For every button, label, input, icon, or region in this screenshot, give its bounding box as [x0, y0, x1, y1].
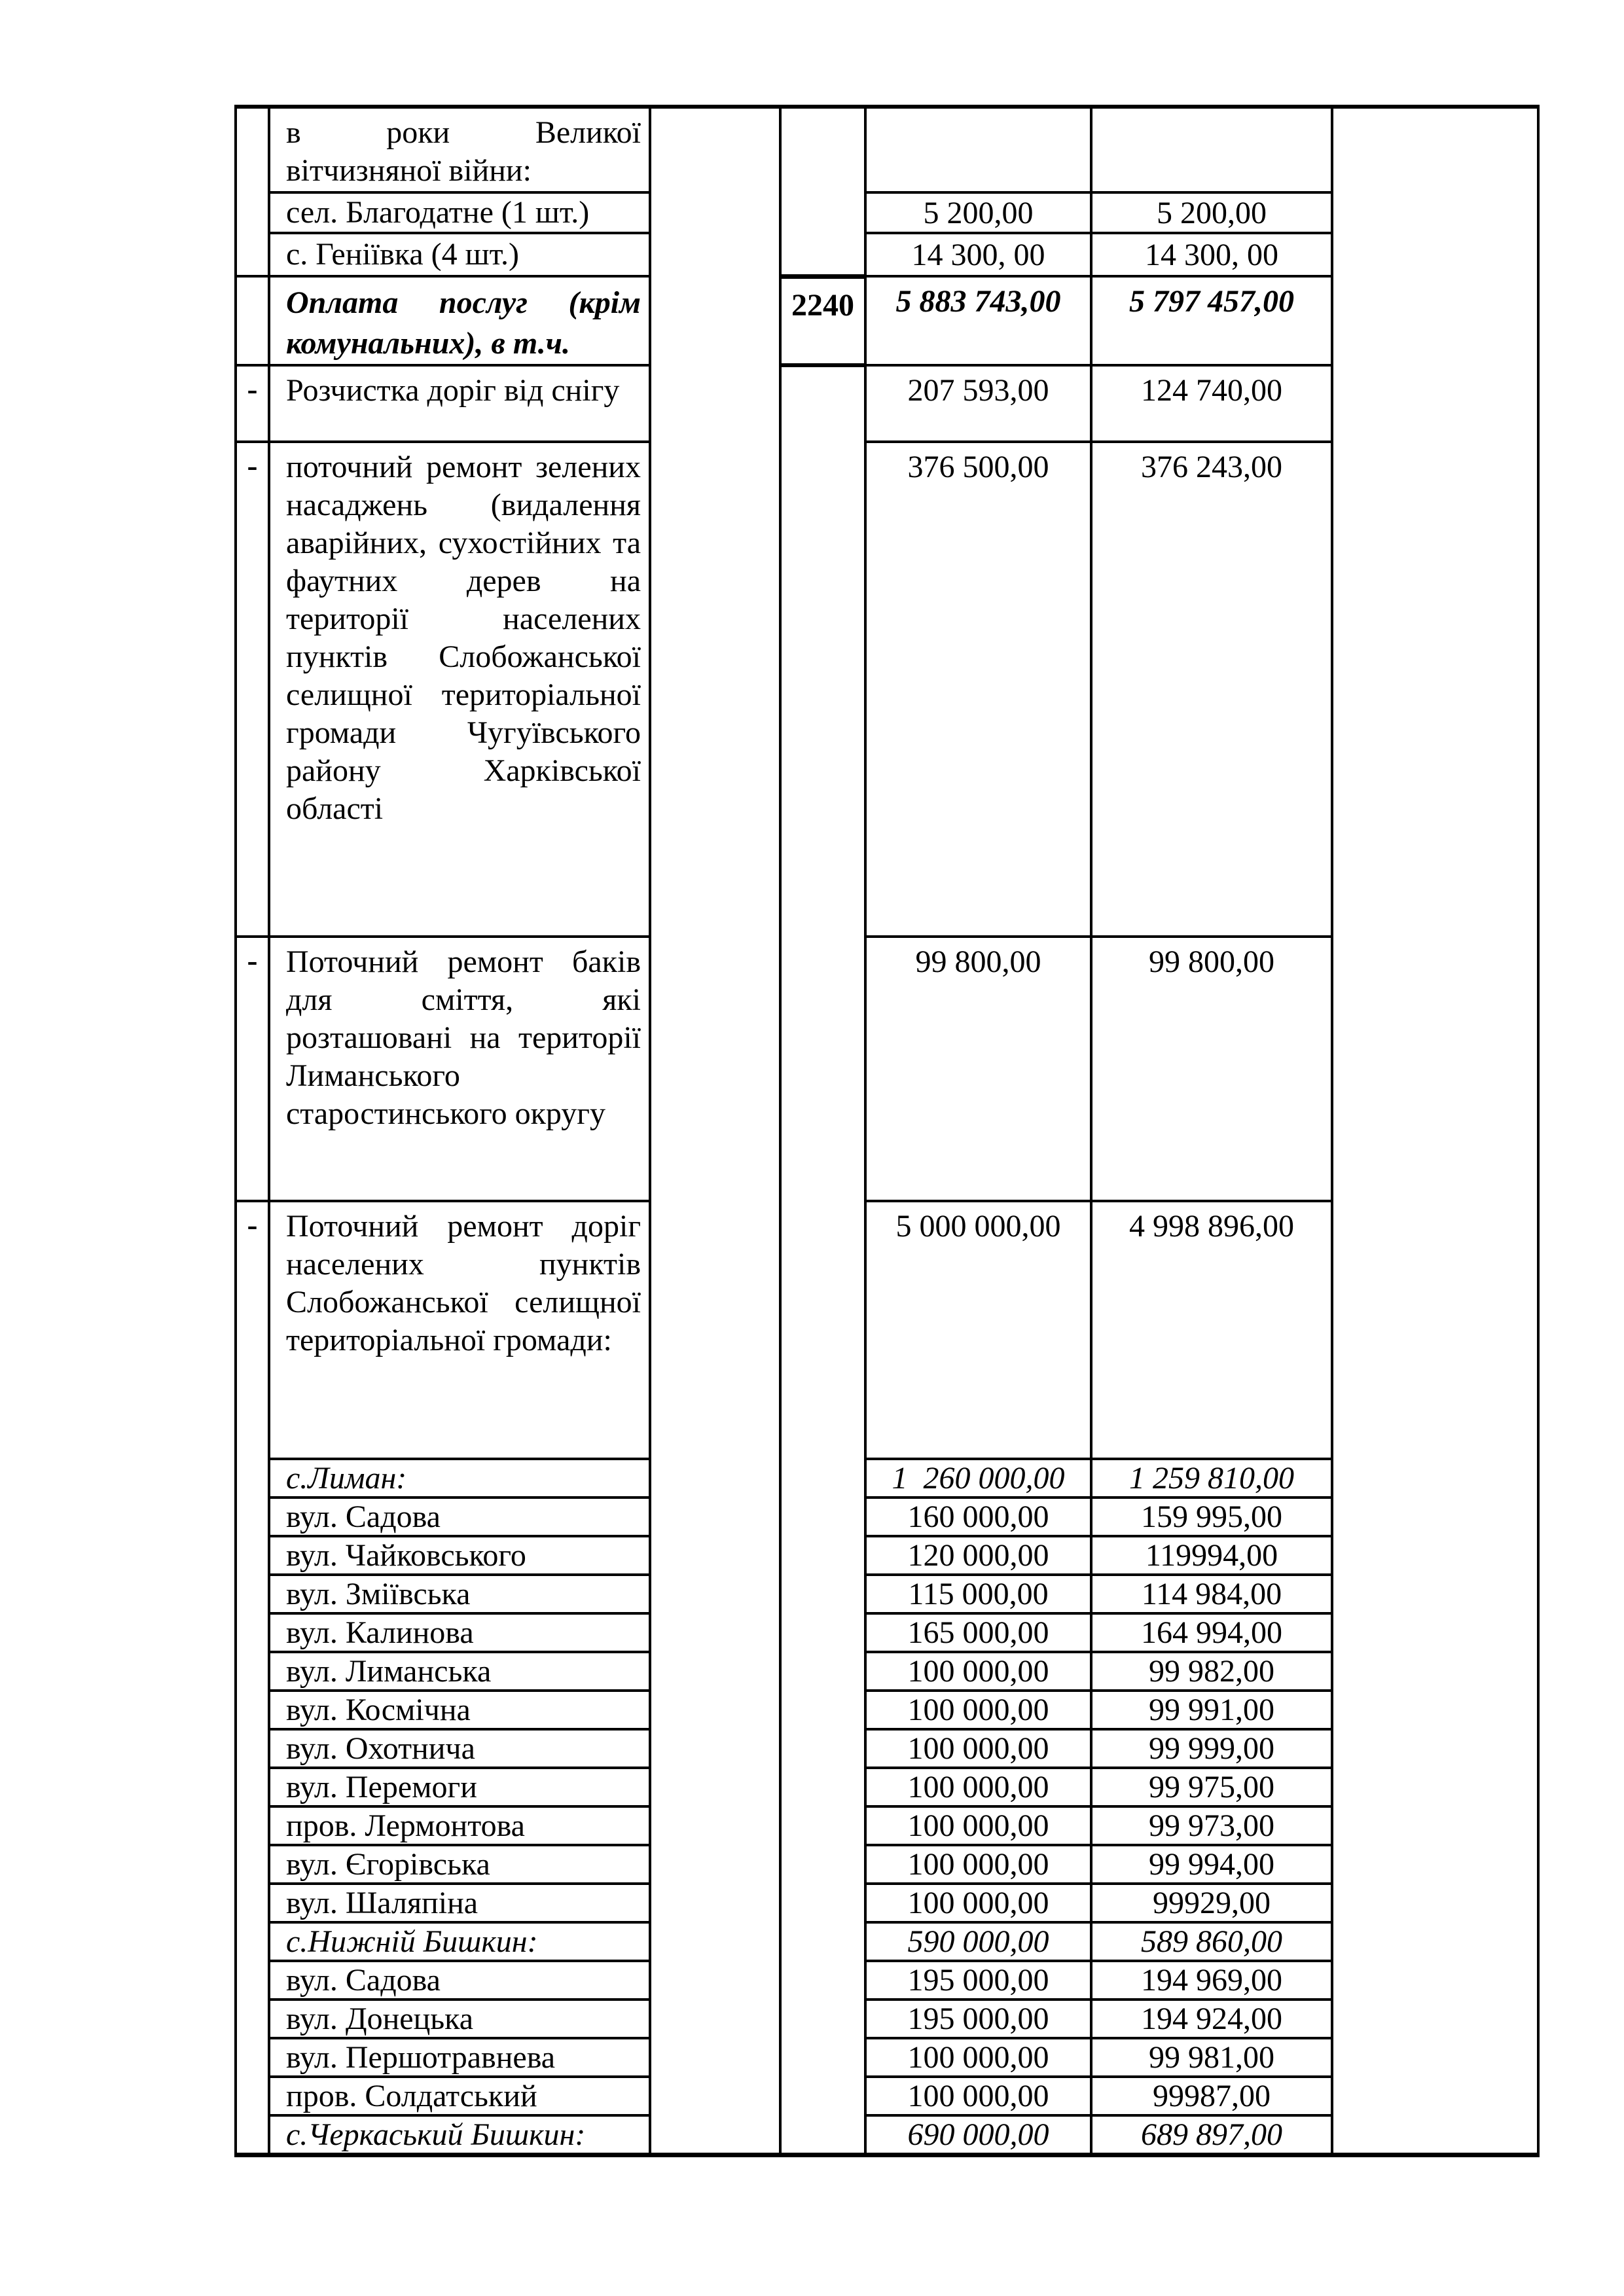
- fact-amount-cell: 589 860,00: [1091, 1922, 1332, 1961]
- plan-amount-cell: 100 000,00: [865, 1884, 1091, 1922]
- plan-amount-cell: 100 000,00: [865, 1806, 1091, 1845]
- fact-amount-cell: 99 982,00: [1091, 1652, 1332, 1691]
- fact-amount-cell: 376 243,00: [1091, 442, 1332, 937]
- description-cell: Поточний ремонт доріг населених пунктів Слобожанської селищної територіальної громади:: [269, 1201, 650, 1459]
- description-cell: в роки Великої вітчизняної війни:: [269, 107, 650, 192]
- plan-amount-cell: 690 000,00: [865, 2115, 1091, 2155]
- fact-amount-cell: 99929,00: [1091, 1884, 1332, 1922]
- description-cell: вул. Лиманська: [269, 1652, 650, 1691]
- description-cell: пров. Солдатський: [269, 2077, 650, 2115]
- plan-amount-cell: 100 000,00: [865, 2077, 1091, 2115]
- plan-amount-cell: 1 260 000,00: [865, 1459, 1091, 1498]
- plan-amount-cell: 207 593,00: [865, 365, 1091, 442]
- fact-amount-cell: 99 975,00: [1091, 1768, 1332, 1806]
- plan-amount-cell: 100 000,00: [865, 1768, 1091, 1806]
- fact-amount-cell: 99 994,00: [1091, 1845, 1332, 1884]
- fact-amount-cell: 159 995,00: [1091, 1498, 1332, 1536]
- fact-amount-cell: 194 924,00: [1091, 2000, 1332, 2038]
- fact-amount-cell: 1 259 810,00: [1091, 1459, 1332, 1498]
- marker-cell: -: [236, 365, 269, 442]
- marker-cell: -: [236, 1201, 269, 2155]
- spacer-column-cell: [650, 107, 780, 2155]
- description-cell: вул. Садова: [269, 1498, 650, 1536]
- fact-amount-cell: 124 740,00: [1091, 365, 1332, 442]
- fact-amount-cell: 5 797 457,00: [1091, 276, 1332, 365]
- fact-amount-cell: 164 994,00: [1091, 1613, 1332, 1652]
- marker-cell: [236, 107, 269, 276]
- description-cell: с.Лиман:: [269, 1459, 650, 1498]
- description-cell: с.Нижній Бишкин:: [269, 1922, 650, 1961]
- plan-amount-cell: 14 300, 00: [865, 233, 1091, 276]
- description-cell: вул. Перемоги: [269, 1768, 650, 1806]
- plan-amount-cell: [865, 107, 1091, 192]
- description-cell: вул. Єгорівська: [269, 1845, 650, 1884]
- plan-amount-cell: 115 000,00: [865, 1575, 1091, 1613]
- description-cell: вул. Донецька: [269, 2000, 650, 2038]
- marker-cell: -: [236, 442, 269, 937]
- description-cell: вул. Першотравнева: [269, 2038, 650, 2077]
- fact-amount-cell: 99 981,00: [1091, 2038, 1332, 2077]
- description-cell: Поточний ремонт баків для сміття, які розташовані на території Лиманського старостинського округу: [269, 937, 650, 1201]
- fact-amount-cell: 119994,00: [1091, 1536, 1332, 1575]
- description-cell: с. Геніївка (4 шт.): [269, 233, 650, 276]
- plan-amount-cell: 5 200,00: [865, 192, 1091, 233]
- kekv-code-cell: 2240: [780, 276, 865, 365]
- fact-amount-cell: [1091, 107, 1332, 192]
- plan-amount-cell: 100 000,00: [865, 1691, 1091, 1729]
- marker-cell: [236, 276, 269, 365]
- table-row: [236, 107, 1538, 192]
- description-cell: вул. Зміївська: [269, 1575, 650, 1613]
- plan-amount-cell: 590 000,00: [865, 1922, 1091, 1961]
- plan-amount-cell: 99 800,00: [865, 937, 1091, 1201]
- description-cell: вул. Охотнича: [269, 1729, 650, 1768]
- plan-amount-cell: 120 000,00: [865, 1536, 1091, 1575]
- plan-amount-cell: 5 883 743,00: [865, 276, 1091, 365]
- description-cell: сел. Благодатне (1 шт.): [269, 192, 650, 233]
- plan-amount-cell: 100 000,00: [865, 2038, 1091, 2077]
- kekv-code-cell: [780, 107, 865, 276]
- plan-amount-cell: 376 500,00: [865, 442, 1091, 937]
- fact-amount-cell: 99 991,00: [1091, 1691, 1332, 1729]
- fact-amount-cell: 99987,00: [1091, 2077, 1332, 2115]
- fact-amount-cell: 114 984,00: [1091, 1575, 1332, 1613]
- plan-amount-cell: 195 000,00: [865, 2000, 1091, 2038]
- notes-column-cell: [1332, 107, 1538, 2155]
- marker-cell: -: [236, 937, 269, 1201]
- fact-amount-cell: 99 999,00: [1091, 1729, 1332, 1768]
- fact-amount-cell: 194 969,00: [1091, 1961, 1332, 2000]
- description-cell: вул. Шаляпіна: [269, 1884, 650, 1922]
- description-cell: Оплата послуг (крім комунальних), в т.ч.: [269, 276, 650, 365]
- plan-amount-cell: 195 000,00: [865, 1961, 1091, 2000]
- plan-amount-cell: 100 000,00: [865, 1729, 1091, 1768]
- description-cell: вул. Калинова: [269, 1613, 650, 1652]
- description-cell: вул. Садова: [269, 1961, 650, 2000]
- description-cell: Розчистка доріг від снігу: [269, 365, 650, 442]
- fact-amount-cell: 14 300, 00: [1091, 233, 1332, 276]
- fact-amount-cell: 99 800,00: [1091, 937, 1332, 1201]
- fact-amount-cell: 4 998 896,00: [1091, 1201, 1332, 1459]
- plan-amount-cell: 100 000,00: [865, 1652, 1091, 1691]
- fact-amount-cell: 689 897,00: [1091, 2115, 1332, 2155]
- description-cell: поточний ремонт зелених насаджень (видалення аварійних, сухостійних та фаутних дерев на території населених пунктів Слобожанської селищної територіальної громади Чугуївського району Харківської області: [269, 442, 650, 937]
- budget-table: [234, 105, 1540, 2157]
- fact-amount-cell: 5 200,00: [1091, 192, 1332, 233]
- plan-amount-cell: 165 000,00: [865, 1613, 1091, 1652]
- description-cell: пров. Лермонтова: [269, 1806, 650, 1845]
- description-cell: вул. Космічна: [269, 1691, 650, 1729]
- description-cell: с.Черкаський Бишкин:: [269, 2115, 650, 2155]
- kekv-code-cell: [780, 365, 865, 2155]
- fact-amount-cell: 99 973,00: [1091, 1806, 1332, 1845]
- plan-amount-cell: 5 000 000,00: [865, 1201, 1091, 1459]
- plan-amount-cell: 100 000,00: [865, 1845, 1091, 1884]
- description-cell: вул. Чайковського: [269, 1536, 650, 1575]
- plan-amount-cell: 160 000,00: [865, 1498, 1091, 1536]
